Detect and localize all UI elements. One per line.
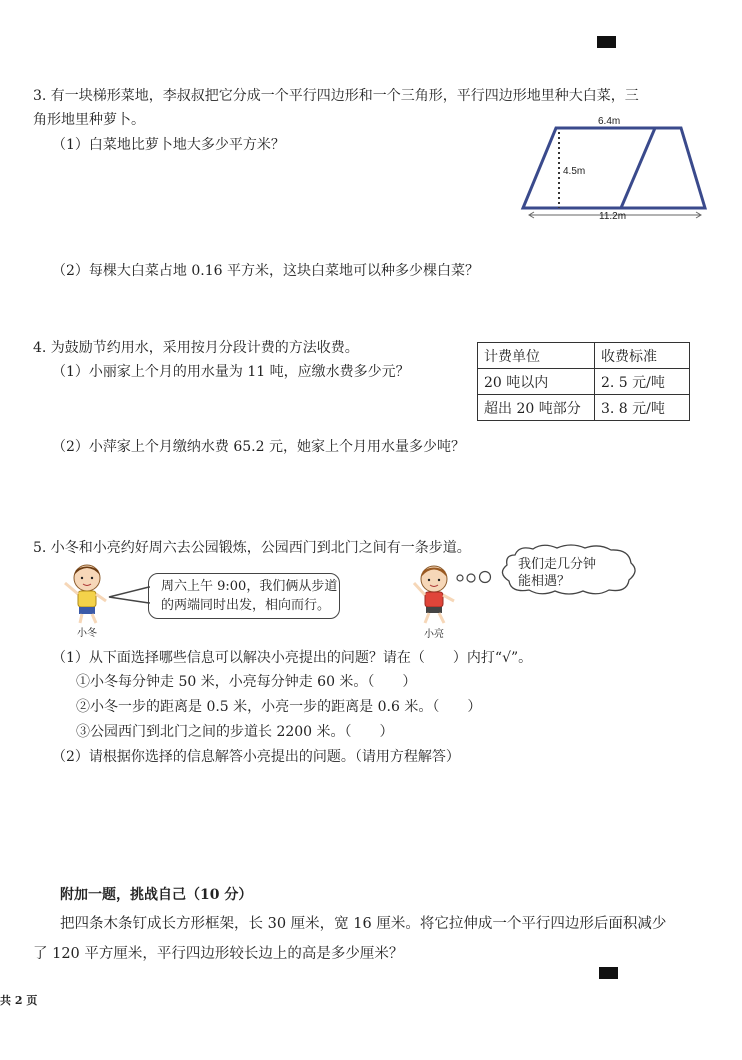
q5-sub1: （1）从下面选择哪些信息可以解决小亮提出的问题？请在（ ）内打“√”。: [52, 650, 533, 666]
xiaoliang-name: 小亮: [424, 629, 444, 640]
q3-line2: 角形地里种萝卜。: [33, 112, 145, 128]
thought-line2: 能相遇？: [518, 574, 571, 589]
q5-option2: ②小冬一步的距离是 0.5 米，小亮一步的距离是 0.6 米。（ ）: [76, 699, 482, 715]
table-cell: 超出 20 吨部分: [478, 395, 595, 421]
q5-sub2: （2）请根据你选择的信息解答小亮提出的问题。（请用方程解答）: [52, 749, 460, 765]
q3-sub2: （2）每棵大白菜占地 0.16 平方米，这块白菜地可以种多少棵白菜？: [52, 263, 479, 279]
q4-sub2: （2）小萍家上个月缴纳水费 65.2 元，她家上个月用水量多少吨？: [52, 439, 465, 455]
height-label: 4.5m: [563, 166, 586, 177]
corner-mark-top: [597, 36, 616, 48]
table-row: [478, 369, 690, 395]
page-footer: 共 2 页: [0, 994, 38, 1007]
table-cell: 3. 8 元/吨: [595, 395, 690, 421]
extra-line2: 了 120 平方厘米，平行四边形较长边上的高是多少厘米？: [33, 946, 404, 962]
table-cell: 20 吨以内: [478, 369, 595, 395]
table-row: [478, 343, 690, 369]
thought-dots: [455, 568, 499, 588]
speech-line2: 的两端同时出发，相向而行。: [161, 598, 331, 613]
q5-line1: 5. 小冬和小亮约好周六去公园锻炼，公园西门到北门之间有一条步道。: [33, 540, 471, 556]
speech-line1: 周六上午 9:00，我们俩从步道: [161, 579, 338, 594]
trapezoid-figure: [515, 112, 715, 224]
xiaodong-name: 小冬: [77, 628, 97, 639]
speech-bubble-tail: [107, 585, 151, 607]
thought-line1: 我们走几分钟: [518, 557, 597, 572]
q5-option1: ①小冬每分钟走 50 米，小亮每分钟走 60 米。（ ）: [76, 674, 417, 690]
extra-line1: 把四条木条钉成长方形框架，长 30 厘米，宽 16 厘米。将它拉伸成一个平行四边形后面积减少: [60, 916, 667, 932]
top-length-label: 6.4m: [598, 116, 621, 127]
q4-line1: 4. 为鼓励节约用水，采用按月分段计费的方法收费。: [33, 340, 359, 356]
table-row: [478, 395, 690, 421]
table-header-cell: 计费单位: [478, 343, 595, 369]
q3-line1: 3. 有一块梯形菜地，李叔叔把它分成一个平行四边形和一个三角形，平行四边形地里种大白菜，三: [33, 88, 639, 104]
speech-bubble: [148, 573, 340, 619]
extra-title: 附加一题，挑战自己（10 分）: [60, 887, 253, 903]
xiaoliang-figure: [408, 563, 460, 625]
q3-sub1: （1）白菜地比萝卜地大多少平方米？: [52, 137, 285, 153]
table-cell: 2. 5 元/吨: [595, 369, 690, 395]
xiaodong-figure: [60, 561, 112, 625]
bottom-length-label: 11.2m: [599, 211, 627, 222]
corner-mark-bottom: [599, 967, 618, 979]
table-header-cell: 收费标准: [595, 343, 690, 369]
fee-table: [477, 342, 690, 421]
q5-option3: ③公园西门到北门之间的步道长 2200 米。（ ）: [76, 724, 394, 740]
q4-sub1: （1）小丽家上个月的用水量为 11 吨，应缴水费多少元？: [52, 364, 410, 380]
